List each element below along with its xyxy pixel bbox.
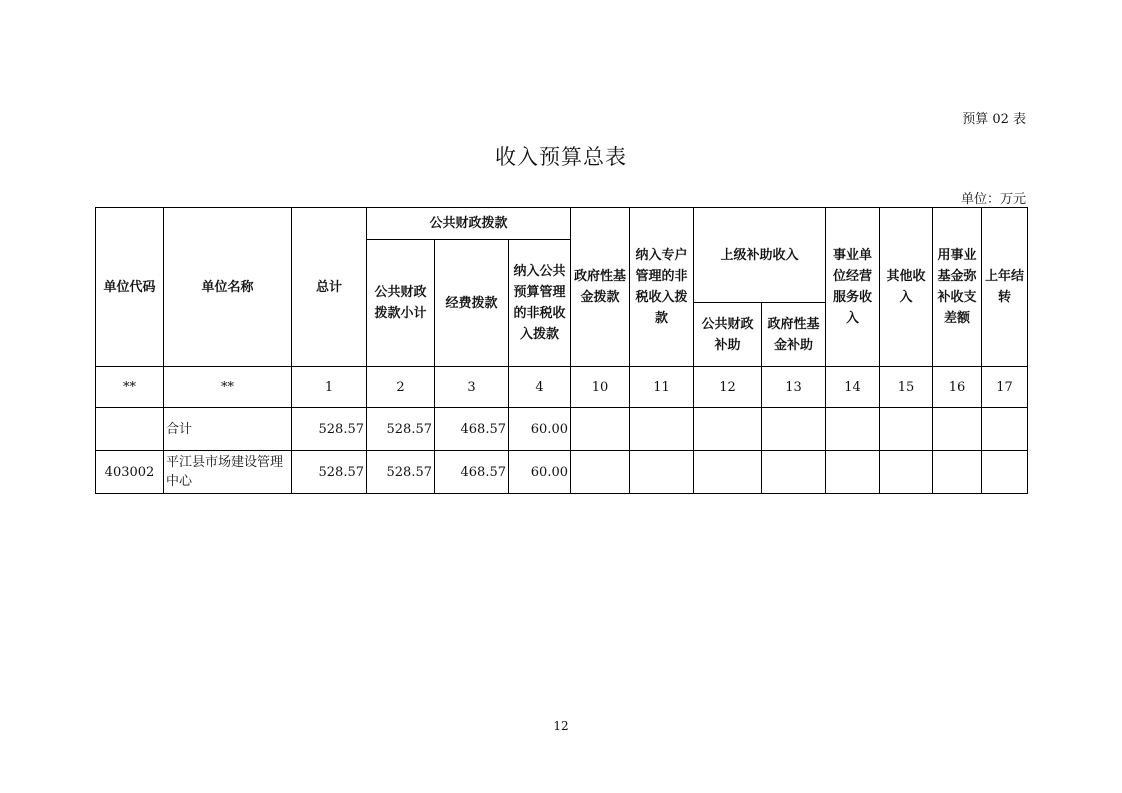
col-header-superior-group: 上级补助收入 [694, 208, 826, 303]
empty-cell [762, 451, 826, 494]
col-header-fund-offset: 用事业基金弥补收支差额 [933, 208, 982, 367]
unit-name-cell: 平江县市场建设管理中心 [164, 451, 292, 494]
unit-code-cell [96, 408, 164, 451]
funding-cell: 468.57 [435, 408, 509, 451]
index-cell: 10 [571, 367, 630, 408]
col-header-superior-public: 公共财政补助 [694, 303, 762, 367]
page-title: 收入预算总表 [495, 145, 627, 169]
unit-name-cell: 合计 [164, 408, 292, 451]
empty-cell [933, 408, 982, 451]
index-cell: 17 [982, 367, 1028, 408]
empty-cell [762, 408, 826, 451]
index-cell: 4 [509, 367, 571, 408]
empty-cell [880, 451, 933, 494]
non-tax-cell: 60.00 [509, 451, 571, 494]
index-cell: 1 [292, 367, 367, 408]
empty-cell [630, 408, 694, 451]
empty-cell [826, 408, 880, 451]
col-header-business: 事业单位经营服务收入 [826, 208, 880, 367]
unit-code-cell: 403002 [96, 451, 164, 494]
table-row-total [96, 408, 1028, 451]
table-id: 预算 02 表 [962, 112, 1026, 127]
non-tax-cell: 60.00 [509, 408, 571, 451]
total-cell: 528.57 [292, 408, 367, 451]
col-header-gov-fund: 政府性基金拨款 [571, 208, 630, 367]
empty-cell [571, 408, 630, 451]
col-header-unit-code: 单位代码 [96, 208, 164, 367]
col-header-special-non-tax: 纳入专户管理的非税收入拨款 [630, 208, 694, 367]
index-cell: 12 [694, 367, 762, 408]
table-row [96, 451, 1028, 494]
empty-cell [982, 408, 1028, 451]
col-header-superior-gov-fund: 政府性基金补助 [762, 303, 826, 367]
col-header-public-finance-subtotal: 公共财政拨款小计 [367, 240, 435, 367]
index-cell: ** [164, 367, 292, 408]
index-cell: 16 [933, 367, 982, 408]
col-header-unit-name: 单位名称 [164, 208, 292, 367]
index-cell: 11 [630, 367, 694, 408]
empty-cell [630, 451, 694, 494]
income-budget-table [95, 207, 1028, 494]
index-row [96, 367, 1028, 408]
subtotal-cell: 528.57 [367, 451, 435, 494]
subtotal-cell: 528.57 [367, 408, 435, 451]
index-cell: 14 [826, 367, 880, 408]
col-header-total: 总计 [292, 208, 367, 367]
index-cell: 3 [435, 367, 509, 408]
index-cell: 13 [762, 367, 826, 408]
col-header-carryover: 上年结转 [982, 208, 1028, 367]
empty-cell [694, 408, 762, 451]
index-cell: 15 [880, 367, 933, 408]
empty-cell [933, 451, 982, 494]
page-number: 12 [553, 719, 569, 733]
col-header-public-finance-group: 公共财政拨款 [367, 208, 571, 240]
col-header-other: 其他收入 [880, 208, 933, 367]
index-cell: 2 [367, 367, 435, 408]
unit-label: 单位：万元 [960, 192, 1026, 207]
empty-cell [571, 451, 630, 494]
empty-cell [826, 451, 880, 494]
col-header-non-tax: 纳入公共预算管理的非税收入拨款 [509, 240, 571, 367]
empty-cell [880, 408, 933, 451]
funding-cell: 468.57 [435, 451, 509, 494]
index-cell: ** [96, 367, 164, 408]
empty-cell [982, 451, 1028, 494]
col-header-funding: 经费拨款 [435, 240, 509, 367]
total-cell: 528.57 [292, 451, 367, 494]
empty-cell [694, 451, 762, 494]
